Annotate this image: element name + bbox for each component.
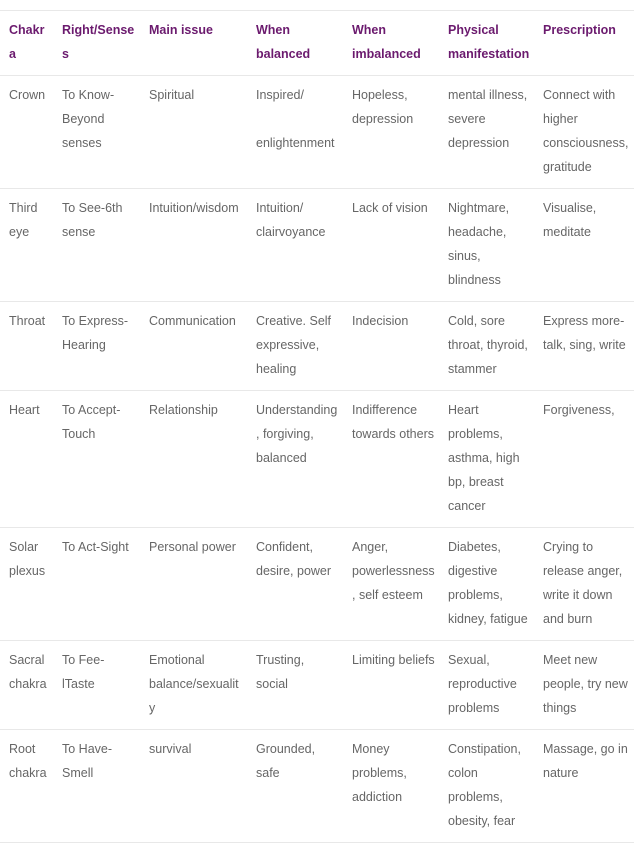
cell-chakra: Third eye — [0, 189, 53, 302]
cell-when-imbalanced: Limiting beliefs — [343, 641, 439, 730]
cell-right-senses: To Express-Hearing — [53, 302, 140, 391]
cell-when-imbalanced: Money problems, addiction — [343, 730, 439, 843]
cell-main-issue: Communication — [140, 302, 247, 391]
table-header-row — [0, 11, 634, 76]
cell-prescription: Forgiveness, — [534, 391, 634, 528]
cell-prescription: Massage, go in nature — [534, 730, 634, 843]
cell-right-senses: To Know-Beyond senses — [53, 76, 140, 189]
table-row — [0, 641, 634, 730]
cell-main-issue: Emotional balance/sexuality — [140, 641, 247, 730]
table-row — [0, 528, 634, 641]
cell-chakra: Heart — [0, 391, 53, 528]
cell-when-balanced: Creative. Self expressive, healing — [247, 302, 343, 391]
cell-when-balanced: Confident, desire, power — [247, 528, 343, 641]
table-row — [0, 730, 634, 843]
cell-prescription: Visualise, meditate — [534, 189, 634, 302]
header-right-senses: Right/Senses — [53, 11, 140, 76]
cell-physical: Nightmare, headache, sinus, blindness — [439, 189, 534, 302]
cell-chakra: Solar plexus — [0, 528, 53, 641]
cell-prescription: Connect with higher consciousness, gratitude — [534, 76, 634, 189]
cell-physical: Constipation, colon problems, obesity, fear — [439, 730, 534, 843]
chakra-table — [0, 10, 634, 843]
cell-prescription: Crying to release anger, write it down and burn — [534, 528, 634, 641]
cell-when-balanced: Intuition/ clairvoyance — [247, 189, 343, 302]
cell-right-senses: To Fee-lTaste — [53, 641, 140, 730]
cell-main-issue: Relationship — [140, 391, 247, 528]
cell-chakra: Crown — [0, 76, 53, 189]
table-row — [0, 76, 634, 189]
cell-right-senses: To See-6th sense — [53, 189, 140, 302]
cell-main-issue: survival — [140, 730, 247, 843]
cell-when-balanced: Understanding, forgiving, balanced — [247, 391, 343, 528]
cell-when-balanced: Grounded, safe — [247, 730, 343, 843]
table-row — [0, 189, 634, 302]
cell-gap — [256, 107, 339, 131]
cell-right-senses: To Accept-Touch — [53, 391, 140, 528]
cell-physical: Diabetes, digestive problems, kidney, fatigue — [439, 528, 534, 641]
header-prescription: Prescription — [534, 11, 634, 76]
cell-prescription: Meet new people, try new things — [534, 641, 634, 730]
cell-when-imbalanced: Indecision — [343, 302, 439, 391]
cell-main-issue: Personal power — [140, 528, 247, 641]
cell-when-balanced-line1: Inspired/ — [256, 88, 304, 102]
header-physical-manifestation: Physical manifestation — [439, 11, 534, 76]
cell-physical: mental illness, severe depression — [439, 76, 534, 189]
cell-right-senses: To Have-Smell — [53, 730, 140, 843]
header-chakra: Chakra — [0, 11, 53, 76]
cell-right-senses: To Act-Sight — [53, 528, 140, 641]
cell-main-issue: Intuition/wisdom — [140, 189, 247, 302]
table-row — [0, 391, 634, 528]
cell-when-balanced-line2: enlightenment — [256, 136, 335, 150]
cell-when-imbalanced: Lack of vision — [343, 189, 439, 302]
cell-when-balanced — [247, 76, 343, 189]
cell-physical: Cold, sore throat, thyroid, stammer — [439, 302, 534, 391]
cell-physical: Sexual, reproductive problems — [439, 641, 534, 730]
cell-prescription: Express more-talk, sing, write — [534, 302, 634, 391]
header-when-imbalanced: When imbalanced — [343, 11, 439, 76]
cell-chakra: Throat — [0, 302, 53, 391]
cell-when-imbalanced: Anger, powerlessness, self esteem — [343, 528, 439, 641]
cell-when-balanced: Trusting, social — [247, 641, 343, 730]
cell-when-imbalanced: Indifference towards others — [343, 391, 439, 528]
cell-physical: Heart problems, asthma, high bp, breast cancer — [439, 391, 534, 528]
table-row — [0, 302, 634, 391]
header-when-balanced: When balanced — [247, 11, 343, 76]
header-main-issue: Main issue — [140, 11, 247, 76]
cell-main-issue: Spiritual — [140, 76, 247, 189]
cell-chakra: Sacral chakra — [0, 641, 53, 730]
cell-chakra: Root chakra — [0, 730, 53, 843]
cell-when-imbalanced: Hopeless, depression — [343, 76, 439, 189]
